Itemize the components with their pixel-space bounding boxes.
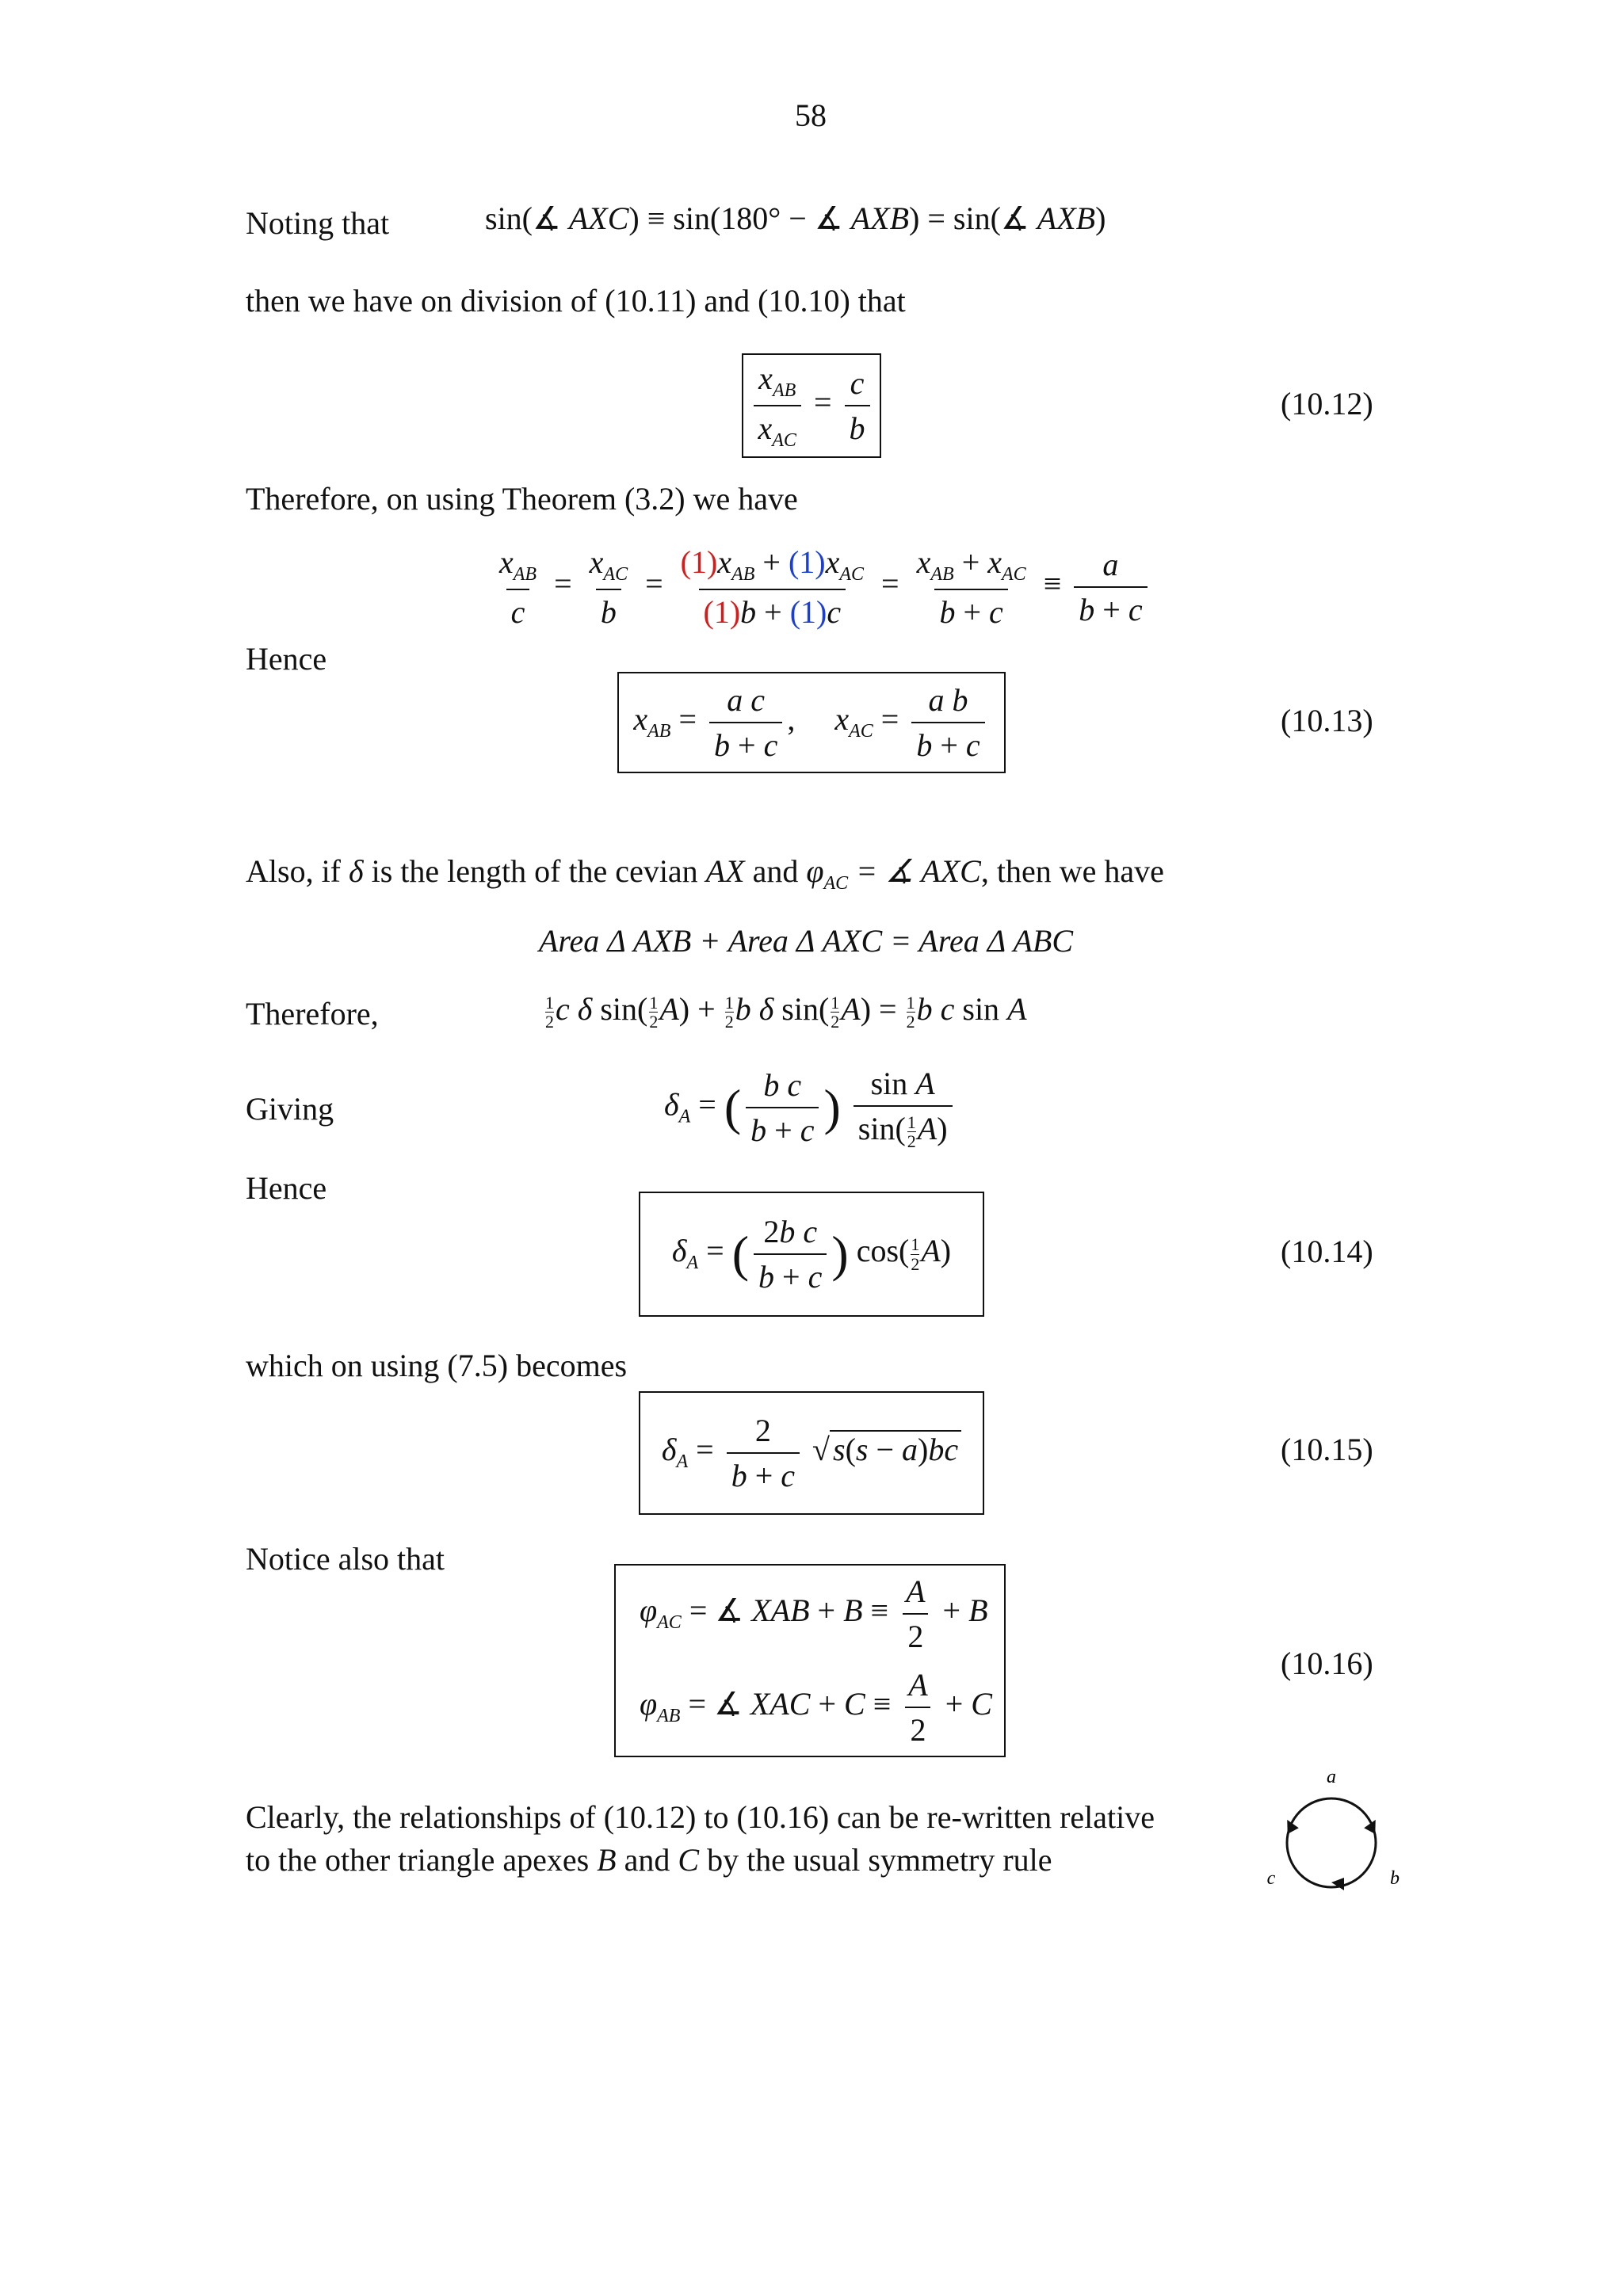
area-equation: Area Δ AXB + Area Δ AXC = Area Δ ABC <box>539 923 1074 959</box>
cevian-tail-text: , then we have <box>980 853 1164 889</box>
equation-number-10-12: (10.12) <box>1281 386 1373 421</box>
cycle-arrow-right <box>1364 1817 1381 1834</box>
area-sine-equation: $\frac{1}{2}$ c δ sin( $\frac{1}{2}$ A) + $\frac{1}{2}$ b δ sin( $\frac{1}{2}$ A) = $\frac{1}{2}$ b c sin A <box>545 991 1027 1032</box>
label-hence-2: Hence <box>246 1170 327 1206</box>
boxed-equation-10-13: $x_{AB}$ = $\frac{\text{a c}}{b + c}$ , $x_{AC}$ = $\frac{\text{a b}}{b + c}$ <box>617 672 1006 773</box>
cycle-circle <box>1287 1798 1376 1887</box>
page-number: 58 <box>795 97 827 133</box>
equation-number-10-15: (10.15) <box>1281 1432 1373 1467</box>
symbol-c-apex: C <box>678 1842 700 1878</box>
symbol-b-apex: B <box>597 1842 617 1878</box>
symbol-phi-sub: AC <box>823 873 849 894</box>
delta-sine-equation: $\delta_A$ = ( $\frac{\text{b c}}{b + c}$ ) sin A sin( $\frac{1}{2}$ A) <box>664 1065 957 1150</box>
symbol-angle-axc: = ∡ AXC <box>856 853 981 889</box>
closing-line-1: Clearly, the relationships of (10.12) to (10.16) can be re-written relative <box>246 1799 1155 1835</box>
closing-line-2 <box>246 1841 1052 1879</box>
closing-apexes-text: to the other triangle apexes <box>246 1842 590 1878</box>
symbol-ax: AX <box>705 853 745 889</box>
boxed-equation-10-16 <box>614 1564 1006 1757</box>
cycle-arrow-left <box>1281 1817 1299 1834</box>
label-therefore: Therefore, <box>246 996 379 1032</box>
cycle-arrow-bottom <box>1331 1878 1344 1890</box>
label-hence-1: Hence <box>246 641 327 677</box>
paragraph-division: then we have on division of (10.11) and (10.10) that <box>246 283 906 318</box>
paragraph-notice: Notice also that <box>246 1541 445 1577</box>
symmetry-cycle-diagram <box>1252 1759 1411 1917</box>
label-giving: Giving <box>246 1091 334 1127</box>
ratio-chain-equation: $\frac{x_{AB}}{c}$ = $\frac{x_{AC}}{b}$ = $\frac{(1)x_{AB} + (1)x_{AC}}{(1)b + (1)c}$ = $\frac{x_{AB} + x_{AC}}{b + c}$ ≡ $\frac{a}{b + c}$ <box>490 543 1152 631</box>
cycle-label-c: c <box>1266 1868 1276 1889</box>
cevian-and-text: and <box>752 853 799 889</box>
symbol-phi: φ <box>806 853 824 889</box>
equation-number-10-14: (10.14) <box>1281 1234 1373 1269</box>
paragraph-cevian <box>246 852 1164 895</box>
cevian-mid-text: is the length of the cevian <box>371 853 698 889</box>
boxed-equation-10-15: $\delta_A$ = $\frac{2}{b + c}$ √ s(s − a)bc <box>639 1391 984 1515</box>
cycle-label-a: a <box>1327 1767 1336 1787</box>
cycle-label-b: b <box>1390 1868 1400 1889</box>
equation-number-10-13: (10.13) <box>1281 703 1373 738</box>
sine-identity-equation: sin(∡ AXC) ≡ sin(180° − ∡ AXB) = sin(∡ AXB) <box>485 200 1106 236</box>
paragraph-using: which on using (7.5) becomes <box>246 1348 628 1383</box>
boxed-equation-10-14: $\delta_A$ = ( $\frac{\text{2b c}}{b + c}$ ) cos( $\frac{1}{2}$ A) <box>639 1192 984 1317</box>
phi-ab-equation: $\varphi_{AB}$ = ∡ XAC + C ≡ $\frac{A}{2}$ + C <box>640 1667 992 1748</box>
equation-number-10-16: (10.16) <box>1281 1646 1373 1681</box>
cevian-lead-text: Also, if <box>246 853 341 889</box>
paragraph-theorem: Therefore, on using Theorem (3.2) we have <box>246 481 798 517</box>
paragraph-noting: Noting that <box>246 205 390 241</box>
phi-ac-equation: $\varphi_{AC}$ = ∡ XAB + B ≡ $\frac{A}{2}$ + B <box>640 1573 988 1654</box>
closing-rule-text: by the usual symmetry rule <box>707 1842 1052 1878</box>
closing-and-text: and <box>624 1842 670 1878</box>
boxed-equation-10-12: $\frac{x_{AB}}{x_{AC}}$ = $\frac{c}{b}$ <box>742 353 881 458</box>
symbol-delta: δ <box>349 853 364 889</box>
